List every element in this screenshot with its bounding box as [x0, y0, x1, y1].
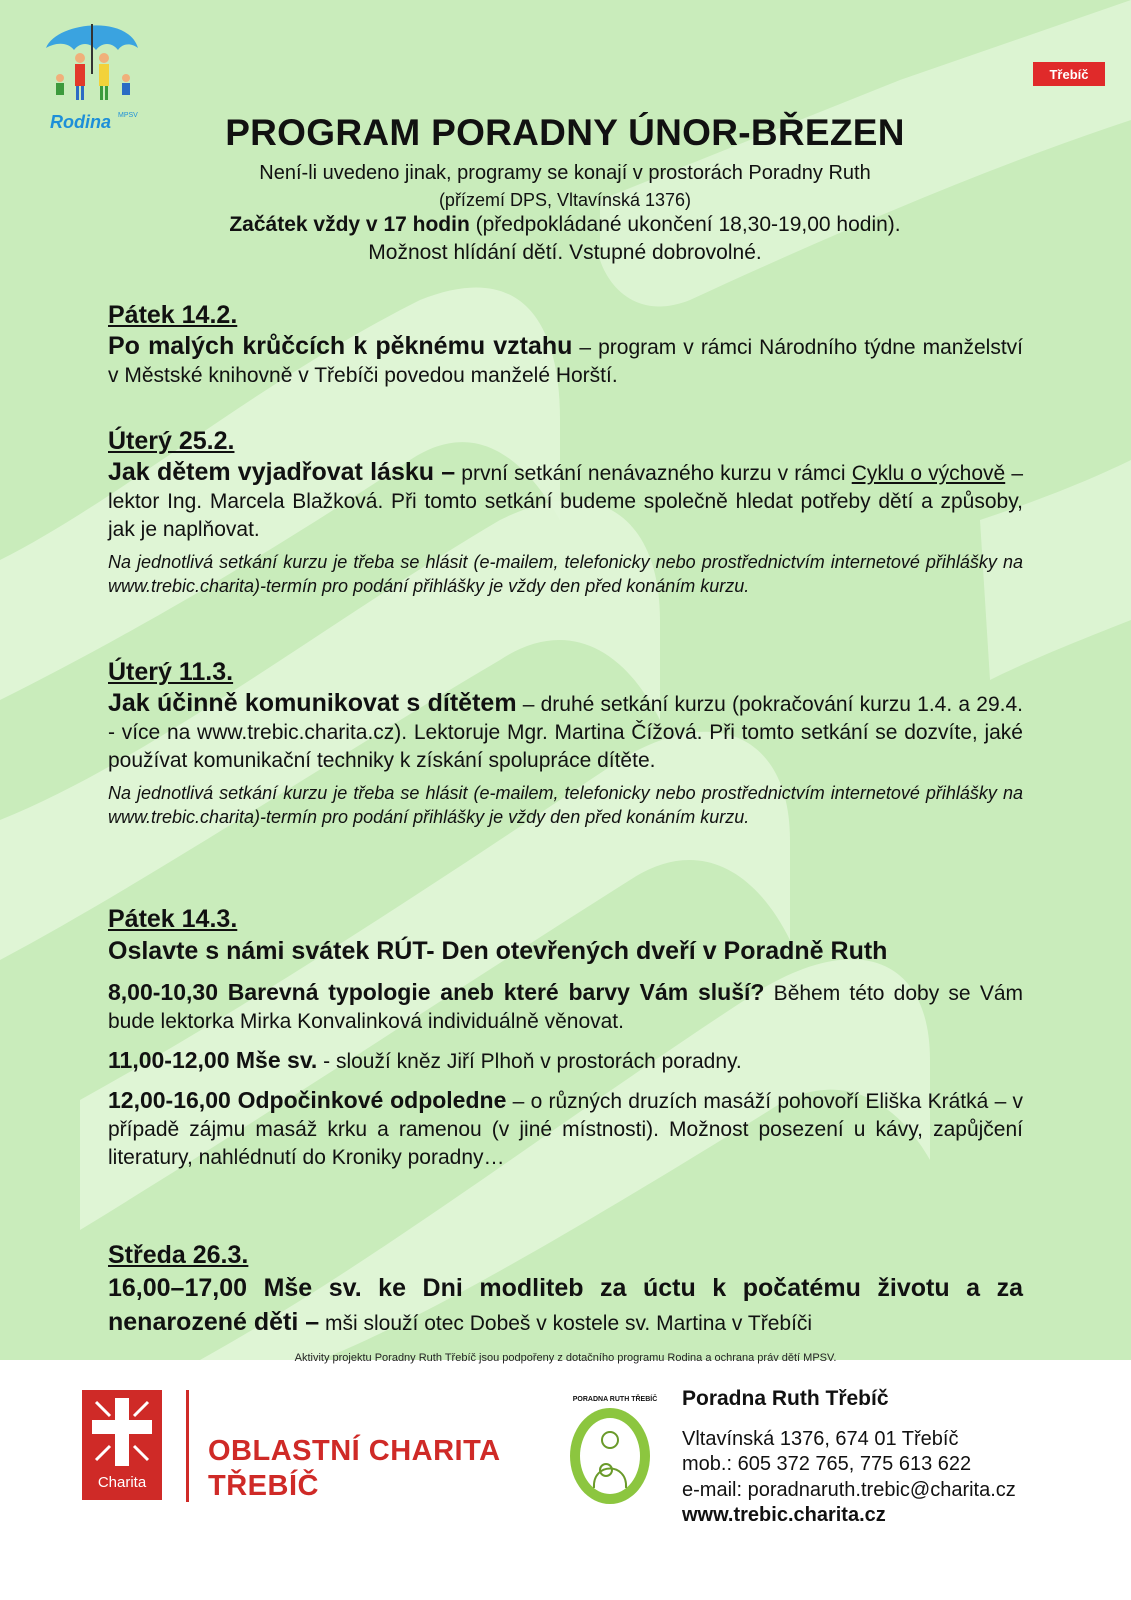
ruth-logo-text: PORADNA RUTH TŘEBÍČ — [572, 1396, 658, 1403]
event-date: Středa 26.3. — [108, 1241, 249, 1269]
event-text: mši slouží otec Dobeš v kostele sv. Martina v Třebíči — [319, 1312, 813, 1335]
program-item-text: – o různých druzích masáží pohovoří Eliška Krátká – v případě zájmu masáž krku a ramenou (v jiné místnosti). Možnost posezení u kávy, zapůjčení literatury, nahlédnutí do Kroniky poradny… — [108, 1090, 1024, 1169]
event-section — [108, 426, 1023, 598]
event-title: Po malých krůčcích k pěknému vztahu — [108, 332, 573, 360]
trebic-logo: Třebíč — [1033, 62, 1105, 86]
subtitle-time — [150, 213, 980, 237]
subtitle-address: (přízemí DPS, Vltavínská 1376) — [438, 190, 692, 210]
program-item-title: 8,00-10,30 Barevná typologie aneb které barvy Vám sluší? — [108, 979, 765, 1005]
event-section — [108, 904, 1023, 1172]
start-time: Začátek vždy v 17 hodin — [229, 213, 470, 236]
ruth-name: Poradna Ruth Třebíč — [682, 1387, 889, 1410]
charita-logo — [82, 1390, 162, 1500]
event-title: 16,00–17,00 Mše sv. ke Dni modliteb za úctu k počatému životu a za nenarozené děti – — [108, 1274, 1023, 1336]
program-item-title: 11,00-12,00 Mše sv. — [108, 1047, 318, 1073]
rodina-logo-sub: MPSV — [118, 112, 138, 119]
event-section — [108, 300, 1023, 390]
end-time: (předpokládané ukončení 18,30-19,00 hodin). — [469, 213, 901, 236]
event-date: Úterý 25.2. — [108, 427, 235, 455]
event-title: Jak účinně komunikovat s dítětem — [108, 689, 517, 717]
event-section — [108, 1240, 1023, 1340]
footer-support-note: Aktivity projektu Poradny Ruth Třebíč jsou podpořeny z dotačního programu Rodina a ochrana práv dětí MPSV. — [294, 1352, 837, 1364]
event-description — [108, 458, 1023, 544]
program-item — [108, 1046, 1023, 1076]
phone: mob.: 605 372 765, 775 613 622 — [682, 1453, 972, 1475]
program-item-text: Během této doby se Vám bude lektorka Mirka Konvalinková individuálně věnovat. — [108, 982, 1024, 1033]
rodina-logo-text: Rodina — [50, 112, 111, 132]
charita-logo-text: Charita — [97, 1474, 147, 1491]
registration-note: Na jednotlivá setkání kurzu je třeba se hlásit (e-mailem, telefonicky nebo prostřednictvím internetové přihlášky na www.trebic.charita)-termín pro podání přihlášky je vždy den před konáním kurzu. — [108, 552, 1023, 596]
subtitle-info: Možnost hlídání dětí. Vstupné dobrovolné. — [368, 241, 762, 264]
program-item-title: 12,00-16,00 Odpočinkové odpoledne — [108, 1087, 507, 1113]
event-date: Úterý 11.3. — [108, 658, 234, 686]
event-description — [108, 1272, 1023, 1340]
mother-child-icon — [562, 1392, 662, 1510]
registration-note: Na jednotlivá setkání kurzu je třeba se hlásit (e-mailem, telefonicky nebo prostřednictvím internetové přihlášky na www.trebic.charita)-termín pro podání přihlášky je vždy den před konáním kurzu. — [108, 783, 1023, 827]
event-title: Oslavte s námi svátek RÚT- Den otevřených dveří v Poradně Ruth — [108, 937, 888, 965]
email-link[interactable]: e-mail: poradnaruth.trebic@charita.cz — [682, 1479, 1016, 1501]
event-description — [108, 332, 1023, 390]
charita-name-line2: TŘEBÍČ — [208, 1470, 319, 1502]
poradna-ruth-logo — [562, 1392, 662, 1510]
event-text: první setkání nenávazného kurzu v rámci — [455, 462, 852, 485]
subtitle-location: Není-li uvedeno jinak, programy se konají v prostorách Poradny Ruth — [259, 162, 871, 184]
event-text: – lektor Ing. Marcela Blažková. Při tomto setkání budeme společně hledat potřeby dětí a způsoby, jak je naplňovat. — [108, 462, 1024, 541]
program-item — [108, 1086, 1023, 1172]
event-text: – program v rámci Národního týdne manželství v Městské knihovně v Třebíči povedou manželé Horští. — [108, 336, 1023, 387]
website-link[interactable]: www.trebic.charita.cz — [682, 1504, 886, 1526]
event-date: Pátek 14.3. — [108, 905, 238, 933]
charita-name-line1: OBLASTNÍ CHARITA — [208, 1435, 501, 1467]
event-section — [108, 657, 1023, 829]
program-item — [108, 978, 1023, 1036]
event-date: Pátek 14.2. — [108, 301, 238, 329]
program-item-text: - slouží kněz Jiří Plhoň v prostorách poradny. — [317, 1050, 742, 1073]
rodina-logo — [42, 14, 142, 140]
course-link[interactable]: Cyklu o výchově — [851, 462, 1006, 485]
event-title: Jak dětem vyjadřovat lásku – — [108, 458, 456, 486]
event-text: – druhé setkání kurzu (pokračování kurzu 1.4. a 29.4. - více na www.trebic.charita.cz). Lektoruje Mgr. Martina Čížová. Při tomto setkání se dozvíte, jaké používat komunikační techniky k získání spolupráce dítěte. — [108, 693, 1023, 772]
address: Vltavínská 1376, 674 01 Třebíč — [682, 1428, 959, 1450]
divider — [186, 1390, 189, 1502]
event-description — [108, 689, 1023, 775]
page-title: PROGRAM PORADNY ÚNOR-BŘEZEN — [225, 112, 905, 153]
